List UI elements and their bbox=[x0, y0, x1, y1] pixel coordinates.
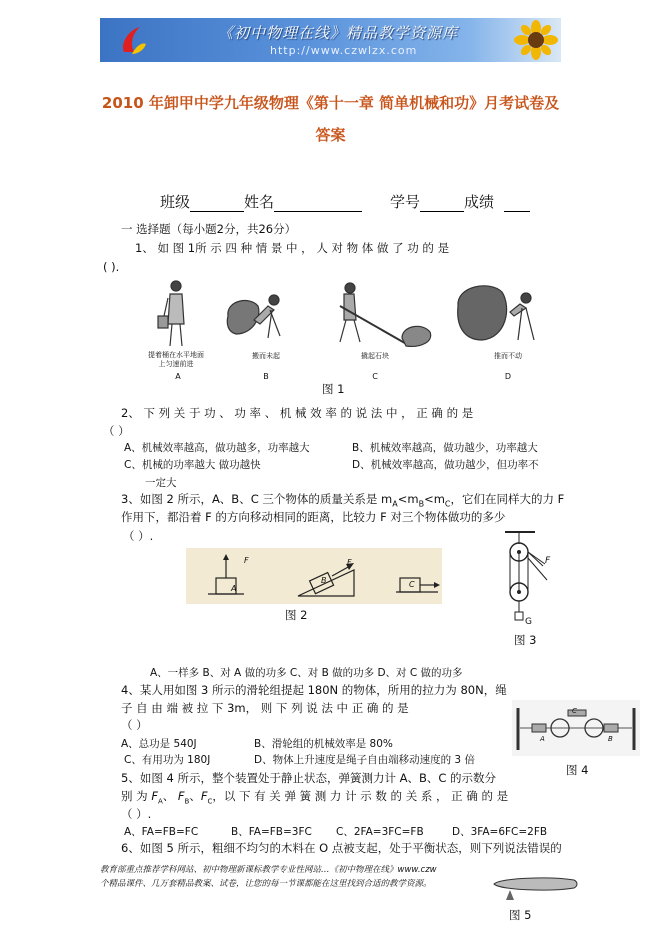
q4-option-b: B、滑轮组的机械效率是 80% bbox=[254, 738, 393, 750]
q5-option-b: B、FA=FB=3FC bbox=[231, 826, 312, 838]
fig2-label-b: B bbox=[321, 576, 327, 585]
fig3-label-g: G bbox=[525, 617, 532, 627]
q6-stem: 6、如图 5 所示，粗细不均匀的木料在 O 点被支起，处于平衡状态，则下列说法错误的 bbox=[121, 841, 562, 855]
section-heading: 一 选择题（每小题2分，共26分） bbox=[121, 222, 297, 236]
name-label: 姓名 bbox=[244, 193, 275, 211]
sunflower-icon bbox=[512, 20, 560, 60]
q1-letter-d: D bbox=[504, 372, 512, 381]
score-label: 成绩 bbox=[464, 193, 495, 211]
id-field[interactable] bbox=[420, 193, 464, 212]
figure-1-caption: 图 1 bbox=[322, 382, 345, 396]
figure-3-pulley bbox=[495, 530, 555, 630]
class-field[interactable] bbox=[190, 193, 244, 212]
fig2-label-c: C bbox=[409, 580, 415, 589]
figure-5-caption: 图 5 bbox=[509, 908, 532, 922]
q2-paren: （ ） bbox=[103, 424, 130, 438]
fig2-label-a: A bbox=[231, 584, 237, 593]
figure-2-caption: 图 2 bbox=[285, 608, 308, 622]
figure-1-illustration bbox=[140, 276, 540, 356]
page-title-line2: 答案 bbox=[315, 126, 346, 144]
q1-letter-b: B bbox=[263, 372, 269, 381]
fig4-label-c: C bbox=[572, 707, 577, 715]
q1-letter-a: A bbox=[175, 372, 181, 381]
fig3-label-f: F bbox=[545, 556, 551, 566]
q1-paren: ( ). bbox=[103, 260, 120, 274]
class-label: 班级 bbox=[160, 193, 191, 211]
name-field[interactable] bbox=[274, 193, 362, 212]
scene-d-push-boulder bbox=[458, 286, 534, 340]
q5-option-d: D、3FA=6FC=2FB bbox=[452, 826, 548, 838]
fig4-label-a: A bbox=[540, 735, 545, 743]
banner-url[interactable]: http://www.czwlzx.com bbox=[270, 44, 418, 57]
q5-stem-line2: 别 为 $F_A$、 $F_B$、$F_C$，以 下 有 关 弹 簧 测 力 计 示 数 的 关 系 ， 正 确 的 是 bbox=[121, 789, 509, 806]
fig2-label-f2: F bbox=[347, 558, 352, 567]
header-banner bbox=[100, 18, 561, 62]
q4-paren: （ ） bbox=[121, 718, 148, 732]
page-title-line1: 2010 年卸甲中学九年级物理《第十一章 简单机械和功》月考试卷及 bbox=[101, 94, 560, 112]
q1-caption-b: 搬而未起 bbox=[252, 352, 280, 360]
student-info-row bbox=[160, 191, 530, 212]
q5-stem-line1: 5、如图 4 所示，整个装置处于静止状态，弹簧测力计 A、B、C 的示数分 bbox=[121, 771, 497, 785]
q3-options: A、一样多 B、对 A 做的功多 C、对 B 做的功多 D、对 C 做的功多 bbox=[150, 667, 463, 679]
site-logo-icon bbox=[118, 24, 148, 56]
q2-option-c: C、机械的功率越大 做功越快 bbox=[124, 459, 261, 471]
figure-4-caption: 图 4 bbox=[566, 763, 589, 777]
q3-paren: （ ）. bbox=[123, 529, 154, 543]
q2-option-d-cont: 一定大 bbox=[145, 477, 177, 489]
q1-letter-c: C bbox=[372, 372, 378, 381]
figure-2-illustration bbox=[186, 548, 442, 604]
q3-stem-line2: 作用下，都沿着 F 的方向移动相同的距离，比较力 F 对三个物体做功的多少 bbox=[121, 510, 506, 524]
q2-option-b: B、机械效率越高，做功越少，功率越大 bbox=[352, 442, 538, 454]
q5-option-a: A、FA=FB=FC bbox=[124, 826, 199, 838]
q5-option-c: C、2FA=3FC=FB bbox=[336, 826, 424, 838]
q1-caption-c: 撬起石块 bbox=[361, 352, 389, 360]
footer-line1: 教育部重点推荐学科网站、初中物理新课标教学专业性网站…《初中物理在线》www.czw bbox=[100, 865, 437, 875]
q5-paren: （ ）. bbox=[121, 807, 152, 821]
q4-option-c: C、有用功为 180J bbox=[124, 754, 211, 766]
banner-title: 《初中物理在线》精品教学资源库 bbox=[218, 24, 459, 42]
id-label: 学号 bbox=[390, 193, 421, 211]
figure-3-caption: 图 3 bbox=[514, 633, 537, 647]
scene-c-lever bbox=[340, 283, 431, 346]
q2-option-a: A、机械效率越高，做功越多，功率越大 bbox=[124, 442, 310, 454]
q1-caption-a: 提着桶在水平地面 上匀速前进 bbox=[148, 351, 204, 368]
q4-option-d: D、物体上升速度是绳子自由端移动速度的 3 倍 bbox=[254, 754, 475, 766]
fig4-label-b: B bbox=[608, 735, 613, 743]
scene-a-carry-bucket bbox=[158, 281, 184, 346]
scene-b-lift-stone bbox=[227, 295, 280, 338]
q1-stem: 1、 如 图 1所 示 四 种 情 景 中 ， 人 对 物 体 做 了 功 的 是 bbox=[135, 241, 450, 255]
q4-option-a: A、总功是 540J bbox=[121, 738, 197, 750]
score-field[interactable] bbox=[504, 193, 530, 212]
q4-stem-line2: 子 自 由 端 被 拉 下 3m， 则 下 列 说 法 中 正 确 的 是 bbox=[121, 701, 409, 715]
q2-option-d: D、机械效率越高，做功越少，但功率不 bbox=[352, 459, 539, 471]
footer-line2: 个精品课件、几万套精品教案、试卷，让您的每一节课都能在这里找到合适的教学资源。 bbox=[100, 879, 432, 889]
fig2-label-f1: F bbox=[244, 556, 249, 565]
q4-stem-line1: 4、某人用如图 3 所示的滑轮组提起 180N 的物体，所用的拉力为 80N，绳 bbox=[121, 683, 507, 697]
figure-5-illustration bbox=[490, 868, 580, 904]
q3-stem-line1: 3、如图 2 所示，A、B、C 三个物体的质量关系是 $m_A<m_B<m_C$，它们在同样大的力 F bbox=[121, 492, 565, 509]
q2-stem: 2、 下 列 关 于 功 、 功 率 、 机 械 效 率 的 说 法 中 ， 正 确 的 是 bbox=[121, 406, 474, 420]
q1-caption-d: 推而不动 bbox=[494, 352, 522, 360]
